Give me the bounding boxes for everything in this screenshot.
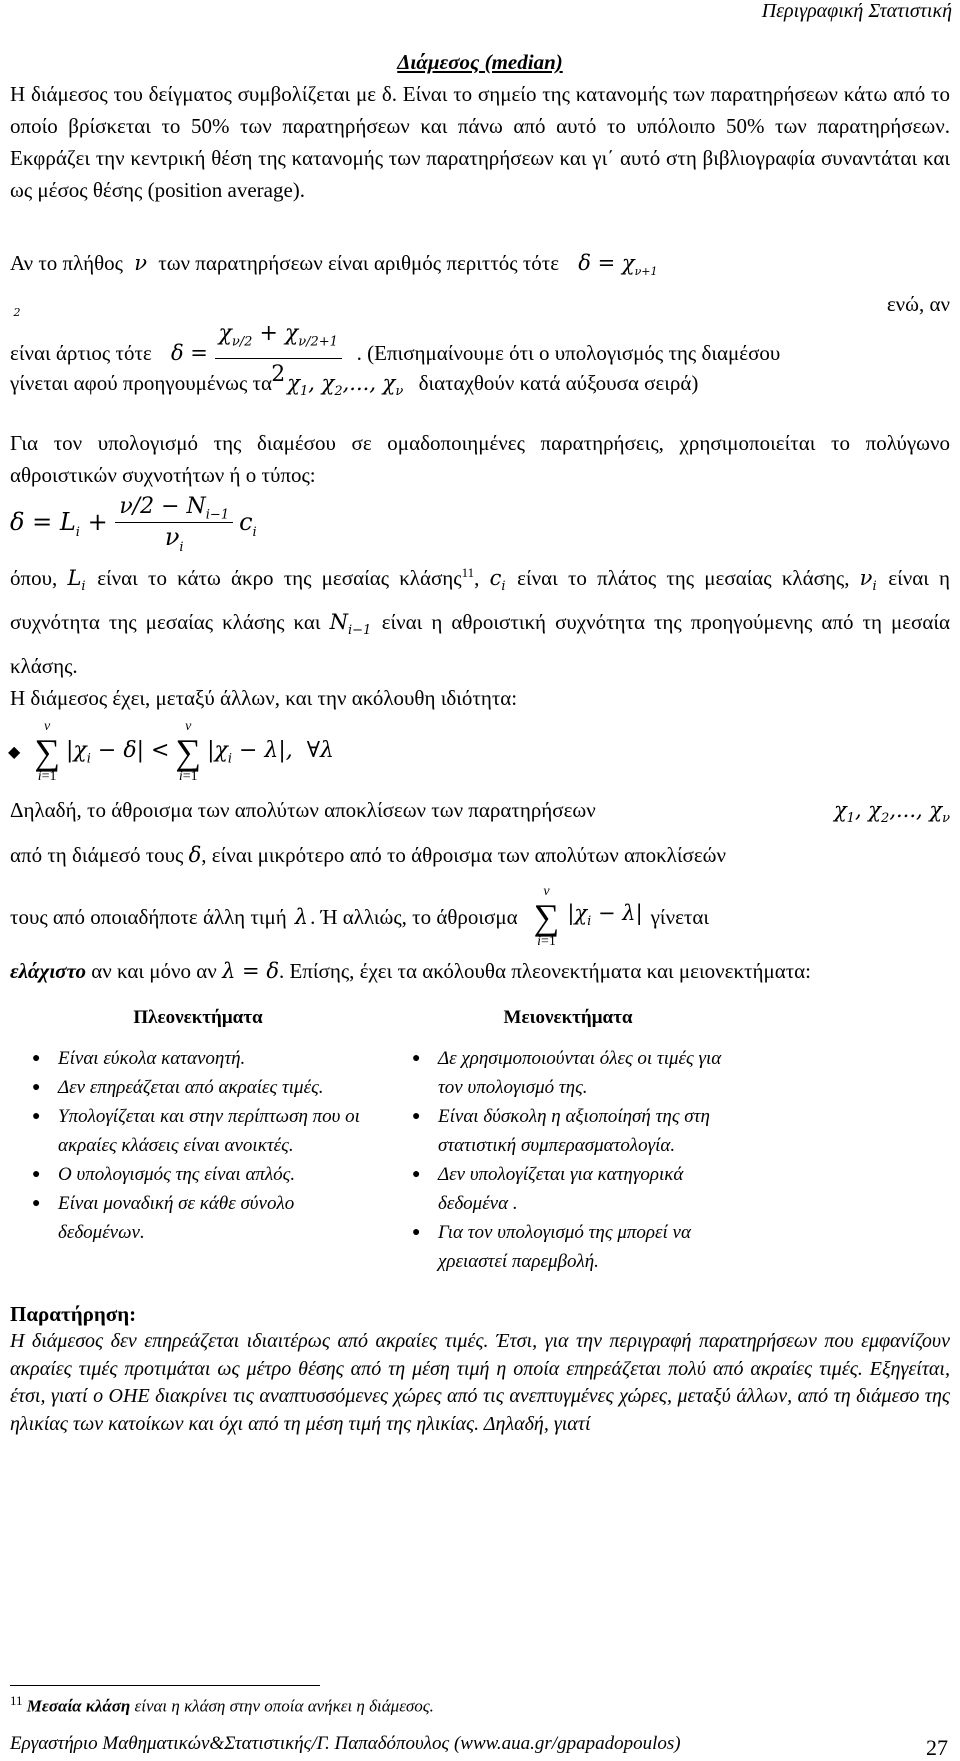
advantages-item: ● Δεν επηρεάζεται από ακραίες τιμές.	[28, 1073, 368, 1102]
text: είναι η αθροιστική	[381, 610, 547, 635]
text: γίνεται	[650, 905, 709, 930]
disadvantages-heading: Μειονεκτήματα	[503, 1007, 633, 1028]
property-formula: ◆ ν ∑ i=1 $|\chi_i - \delta|$ < ν ∑ i=1 $|\chi_i - \lambda|$, ∀λ	[8, 719, 334, 784]
text: . Επίσης, έχει τα ακόλουθα πλεονεκτήματα και μειονεκτήματα:	[278, 959, 811, 984]
text: από τη διάμεσό τους	[10, 843, 184, 868]
text: είναι άρτιος τότε	[10, 341, 152, 366]
sort-line	[10, 367, 950, 408]
text: ενώ, αν	[886, 292, 950, 317]
intro-paragraph: Η διάμεσος του δείγματος συμβολίζεται με δ. Είναι το σημείο της κατανομής των παρατηρήσεων κάτω από το οποίο βρίσκεται το 50% των παρατηρήσεων και πάνω από αυτό το υπόλοιπο 50% των παρατηρήσεων. Εκφράζει την κεντρική θέση της κατανομής των παρατηρήσεων και γι΄ αυτό στη βιβλιογραφία συναντάται και ως μέσος θέσης (position average).	[10, 82, 950, 202]
text: κλάσης,	[781, 566, 850, 590]
nu-i-symbol: $\nu_i$	[859, 566, 877, 595]
footnote-term: Μεσαία κλάση	[26, 1696, 131, 1716]
footnote-number: 11	[10, 1693, 23, 1708]
disadvantages-item: ● Δεν υπολογίζεται για κατηγορικά δεδομένα .	[408, 1160, 728, 1218]
text: γίνεται αφού προηγουμένως τα	[10, 371, 272, 395]
text: είναι το κάτω άκρο της μεσαίας κλάσης	[97, 566, 462, 590]
text: τους από οποιαδήποτε άλλη τιμή	[10, 905, 287, 930]
median-even-formula: δ = $\frac{\chi_{\nu/2} + \chi_{\nu/2+1}}{2}$	[171, 341, 349, 365]
property-intro: Η διάμεσος έχει, μεταξύ άλλων, και την ακόλουθη ιδιότητα:	[10, 686, 518, 710]
advantages-column	[28, 1003, 368, 1247]
observations-symbol: $\chi_1$, $\chi_2$,..., $\chi_\nu$	[287, 371, 404, 400]
text: είναι το πλάτος της μεσαίας	[517, 566, 772, 590]
advantages-list	[28, 1044, 368, 1247]
disadvantages-item: ● Είναι δύσκολη η αξιοποίησή της στη στατιστική συμπερασματολογία.	[408, 1102, 728, 1160]
median-odd-formula: $\delta = \chi_{\nu+1 2}$	[10, 251, 658, 320]
disadvantages-item: ● Δε χρησιμοποιούνται όλες οι τιμές για τον υπολογισμό της.	[408, 1044, 728, 1102]
footer-text: Εργαστήριο Μαθηματικών&Στατιστικής/Γ. Παπαδόπουλος (www.aua.gr/gpapadopoulos)	[10, 1733, 681, 1754]
advantages-item: ● Ο υπολογισμός της είναι απλός.	[28, 1160, 368, 1189]
disadvantages-column	[408, 1003, 728, 1276]
running-header: Περιγραφική Στατιστική	[761, 0, 952, 22]
nu-symbol: ν	[134, 251, 148, 275]
text: . Ή αλλιώς, το άθροισμα	[310, 905, 518, 930]
text: είναι η συχνότητα της μεσαίας κλάσης και	[10, 566, 951, 635]
disadvantages-item: ● Για τον υπολογισμό της μπορεί να χρειαστεί παρεμβολή.	[408, 1218, 728, 1276]
footnote	[10, 1693, 434, 1717]
footnote-text: είναι η κλάση στην οποία ανήκει η διάμεσος.	[134, 1696, 434, 1716]
c-symbol: $c_i$	[489, 566, 506, 595]
footnote-mark: 11	[461, 565, 475, 580]
grouped-intro: Για τον υπολογισμό της διαμέσου σε ομαδοποιημένες παρατηρήσεις, χρησιμοποιείται το πολύγωνο αθροιστικών συχνοτήτων ή ο τύπος:	[10, 431, 950, 487]
text: , είναι μικρότερο από το άθροισμα των απολύτων αποκλίσεών	[201, 843, 726, 868]
text: συχνότητα της προηγούμενης από τη μεσαία κλάσης.	[10, 610, 951, 679]
N-symbol: $N_{i-1}$	[329, 610, 372, 639]
diamond-bullet-icon: ◆	[8, 744, 21, 761]
text: ελάχιστο	[10, 959, 86, 984]
text: Δηλαδή, το άθροισμα των απολύτων αποκλίσεων των παρατηρήσεων	[10, 798, 596, 822]
page-number: 27	[926, 1735, 948, 1760]
section-title: Διάμεσος (median)	[397, 50, 563, 74]
footnote-rule	[10, 1685, 320, 1686]
advantages-heading: Πλεονεκτήματα	[133, 1007, 263, 1028]
text: των παρατηρήσεων είναι αριθμός περιττός τότε	[158, 251, 560, 275]
advantages-item: ● Υπολογίζεται και στην περίπτωση που οι ακραίες κλάσεις είναι ανοικτές.	[28, 1102, 368, 1160]
text: όπου,	[10, 566, 58, 590]
where-paragraph: όπου, $L_i$ είναι το κάτω άκρο της μεσαίας κλάσης$^{11}$, $c_i$ είναι το πλάτος της μεσαίας κλάσης, $\nu_i$ είναι η συχνότητα της μεσαίας κλάσης και $N_{i-1}$ είναι η αθροιστική συχνότητα της προηγούμενης από τη μεσαία κλάσης.	[10, 565, 951, 679]
remark-heading: Παρατήρηση:	[10, 1302, 137, 1326]
text: διαταχθούν κατά αύξουσα σειρά)	[418, 371, 699, 395]
property-explanation: Δηλαδή, το άθροισμα των απολύτων αποκλίσεων των παρατηρήσεων $\chi_1$, $\chi_2$,..., $\chi_\nu$ από τη διάμεσό τους δ, είναι μικρότερο από το άθροισμα των απολύτων αποκλίσεών τους από οποιαδήποτε άλλη τιμή λ . Ή αλλιώς, το άθροισμα ν ∑ i=1 $|\chi_i - \lambda|$ γίνεται ελάχιστο αν και μόνο αν λ = δ. Επίσης, έχει τα ακόλουθα πλεονεκτήματα και μειονεκτήματα:	[10, 794, 950, 987]
L-symbol: $L_i$	[67, 566, 86, 595]
disadvantages-list	[408, 1044, 728, 1276]
text: αν και μόνο αν	[91, 959, 217, 984]
advantages-item: ● Είναι μοναδική σε κάθε σύνολο δεδομένων.	[28, 1189, 368, 1247]
grouped-median-formula: $\delta = L_i$ + $\frac{\nu/2 - N_{i-1}}{\nu_i}$ $c_i$	[10, 494, 257, 556]
text: Αν το πλήθος	[10, 251, 123, 275]
remark-text: Η διάμεσος δεν επηρεάζεται ιδιαιτέρως από ακραίες τιμές. Έτσι, για την περιγραφή παρατηρήσεων που εμφανίζουν ακραίες τιμές προτιμάται ως μέτρο θέσης από τη μέση τιμή η οποία επηρεάζεται πολύ από ακραίες τιμές. Εξηγείται, έτσι, γιατί ο ΟΗΕ διακρίνει τις αναπτυσσόμενες χώρες από τις ανεπτυγμένες χώρες, μεταξύ άλλων, από τη διάμεσο της ηλικίας των κατοίκων και όχι από τη μέση τιμή της ηλικίας. Δηλαδή, γιατί	[10, 1330, 950, 1435]
advantages-item: ● Είναι εύκολα κατανοητή.	[28, 1044, 368, 1073]
text: . (Επισημαίνουμε ότι ο υπολογισμός της διαμέσου	[356, 341, 781, 366]
